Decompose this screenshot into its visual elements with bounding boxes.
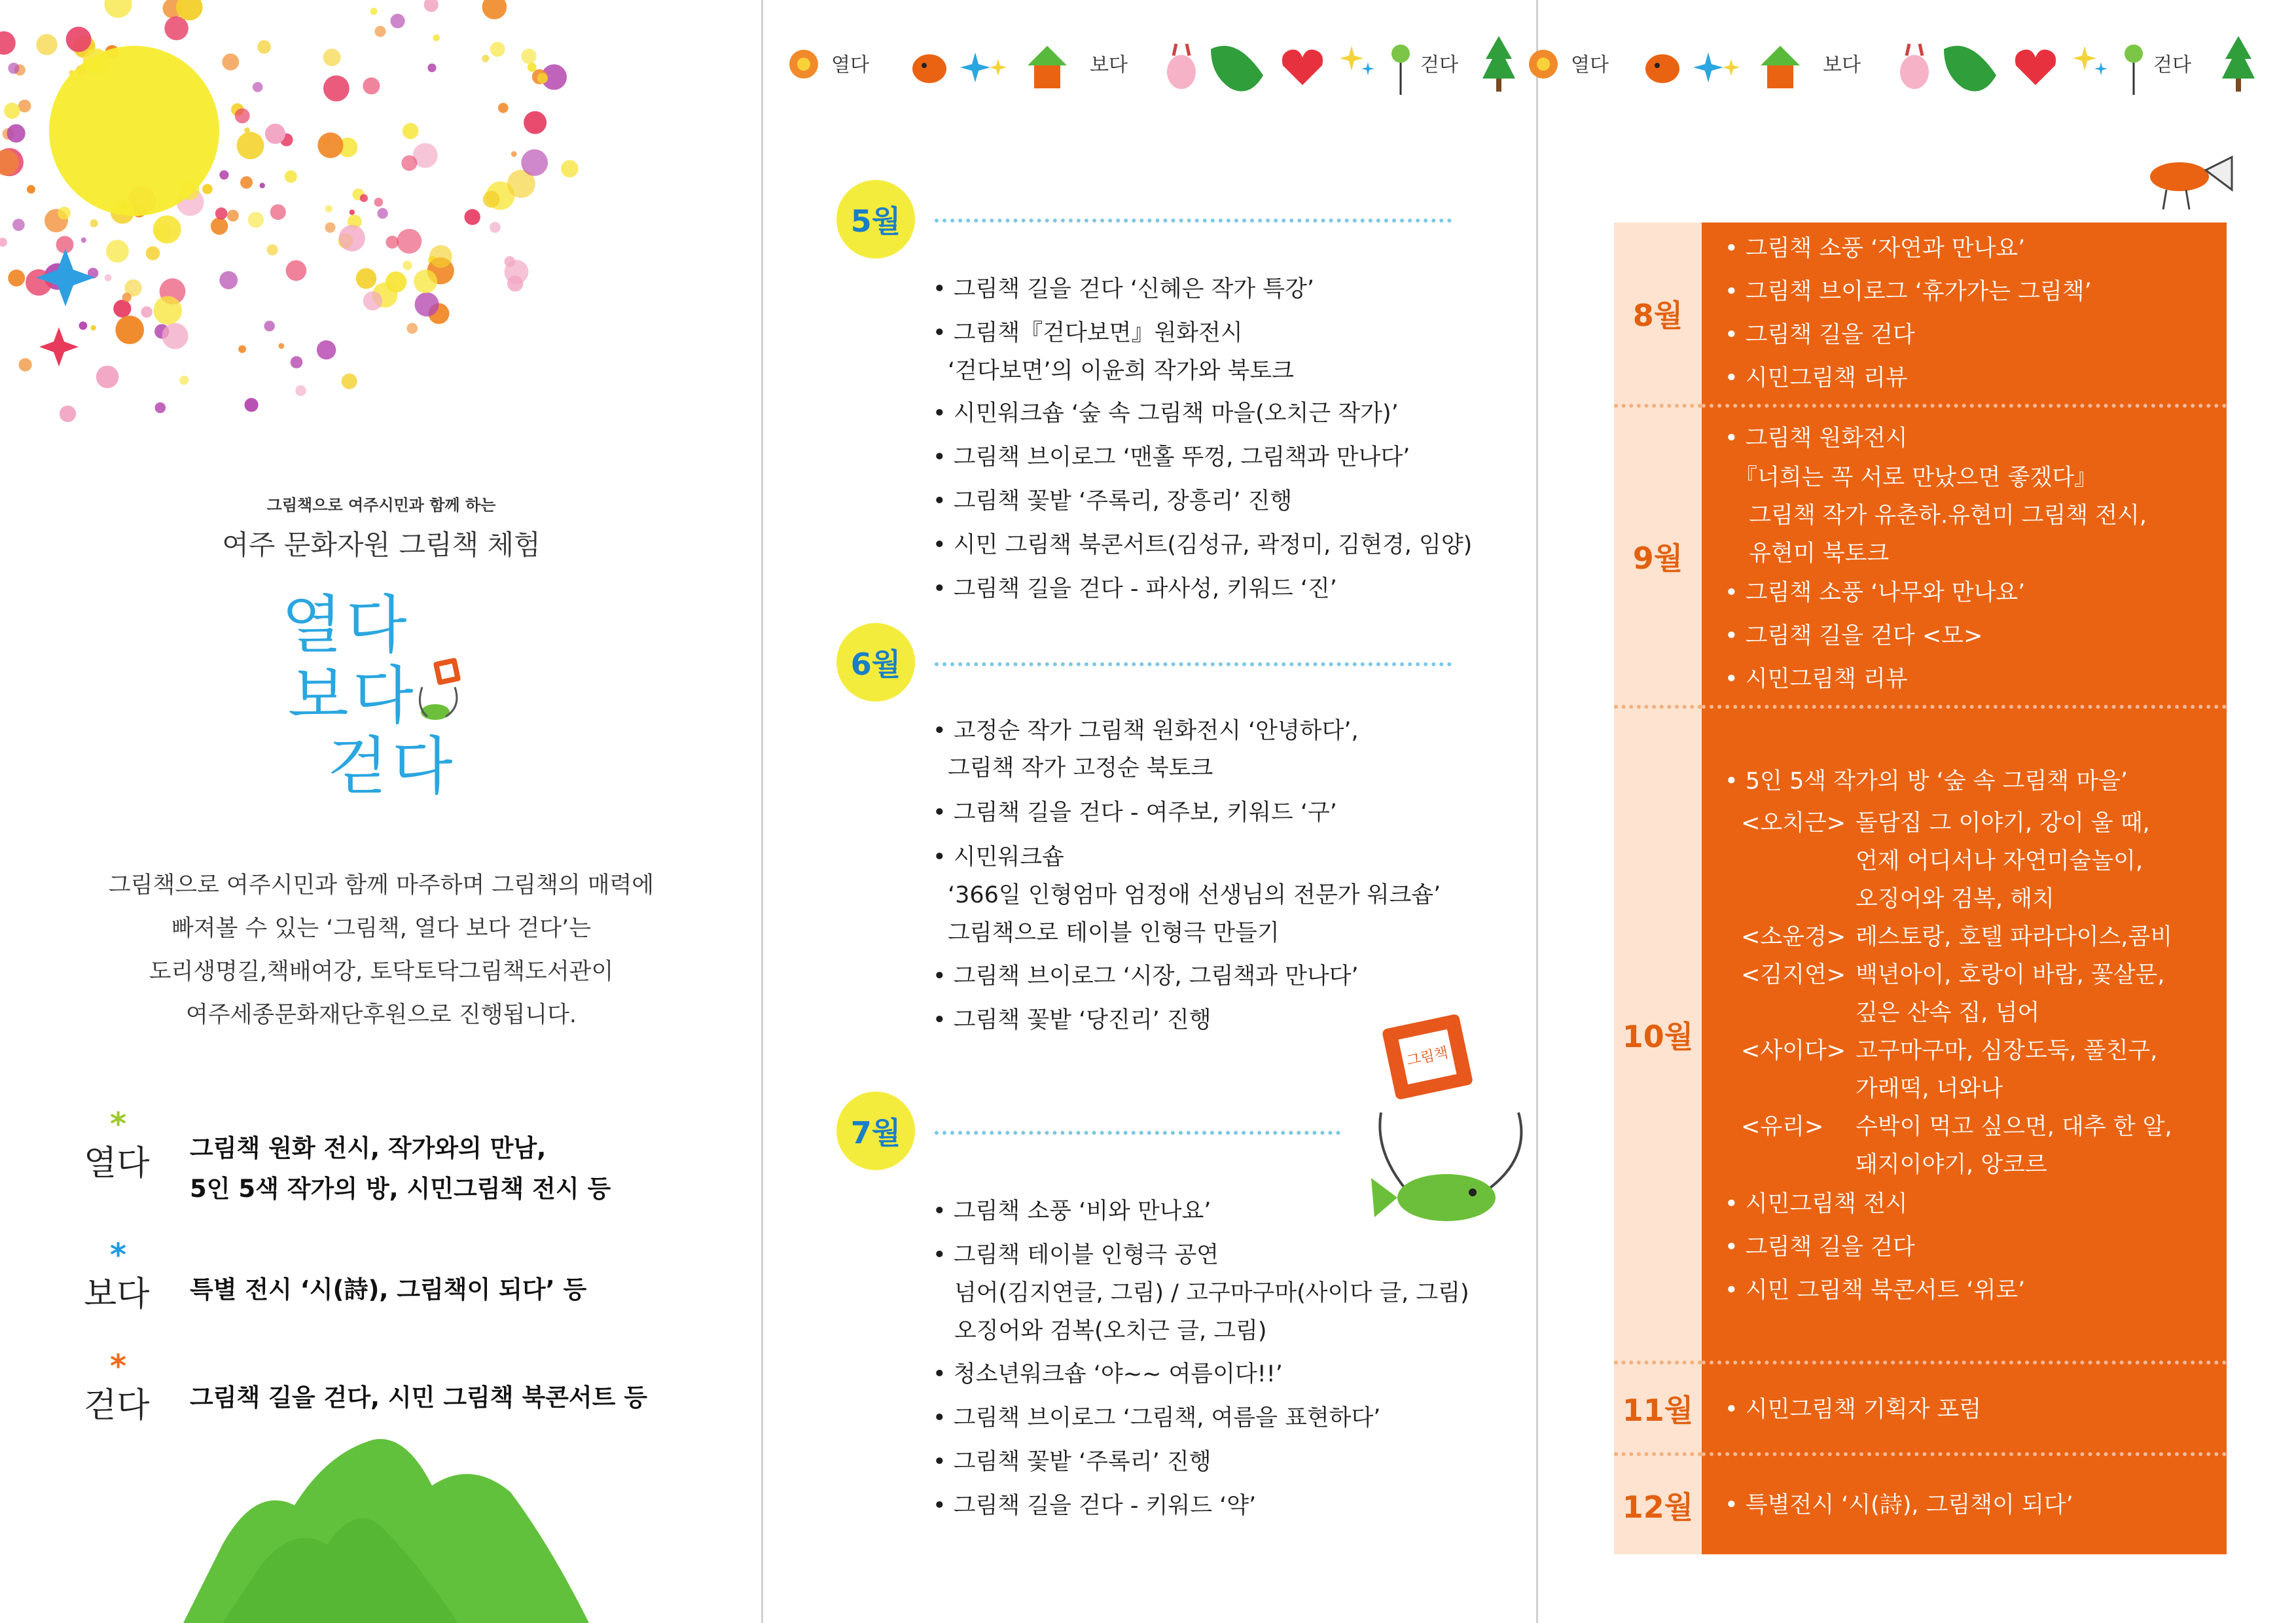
- oct-author-1-work-1: 돌담집 그 이야기, 강이 울 때,: [1856, 810, 2150, 836]
- category-word-see: 보다: [84, 1275, 150, 1314]
- may-item-1: • 그림책 길을 걷다 ‘신혜은 작가 특강’: [933, 276, 1315, 302]
- oct-author-3-name: <김지연>: [1741, 962, 1846, 988]
- oct-item-3: • 그림책 길을 걷다: [1725, 1234, 1915, 1260]
- may-item-4: • 그림책 브이로그 ‘맨홀 뚜껑, 그림책과 만나다’: [933, 444, 1410, 471]
- month-badge-may: 5월: [836, 180, 915, 259]
- rabbit-icon: [1162, 43, 1201, 92]
- oct-author-3-work-1: 백년아이, 호랑이 바람, 꽃살문,: [1856, 962, 2165, 988]
- sun-dot: [415, 293, 439, 317]
- small-sparkle-icon-2: [2072, 43, 2111, 82]
- oct-author-1-work-2: 언제 어디서나 자연미술놀이,: [1856, 848, 2144, 874]
- sun-dot: [18, 358, 31, 371]
- sun-dot: [7, 124, 26, 143]
- sun-dot: [391, 14, 405, 28]
- sun-dot: [260, 183, 265, 188]
- sun-dot: [90, 219, 98, 227]
- leaf-icon-2: [1937, 36, 2003, 101]
- sun-icon: [49, 46, 219, 216]
- sprout-icon: [1381, 39, 1420, 98]
- sun-dot: [257, 40, 271, 54]
- may-item-7: • 그림책 길을 걷다 - 파사성, 키워드 ‘진’: [933, 576, 1337, 602]
- sun-dot: [66, 27, 92, 52]
- sun-dot: [113, 300, 131, 317]
- sun-dot: [386, 236, 399, 249]
- sep-item-3: • 그림책 길을 걷다 <모>: [1725, 623, 1983, 649]
- june-item-5: • 그림책 꽃밭 ‘당진리’ 진행: [933, 1007, 1211, 1033]
- month-badge-june: 6월: [836, 623, 915, 702]
- sun-dot: [18, 99, 31, 113]
- bug-icon: [2134, 144, 2238, 216]
- sun-dot: [219, 170, 228, 179]
- sun-dot: [153, 296, 182, 325]
- sun-dot: [397, 229, 422, 254]
- sun-dot: [81, 238, 86, 243]
- sun-dot: [12, 219, 25, 231]
- sun-dot: [561, 160, 579, 177]
- fish-hands-icon: [409, 654, 468, 740]
- top-banner: [762, 26, 2296, 118]
- logo-line-1: 열다: [281, 588, 411, 662]
- sun-dot: [60, 406, 76, 422]
- leaf-icon: [1204, 36, 1270, 101]
- sep-item-4: • 시민그림책 리뷰: [1725, 666, 1908, 692]
- category-word-open: 열다: [84, 1144, 150, 1183]
- may-item-6: • 시민 그림책 북콘서트(김성규, 곽정미, 김현경, 임양): [933, 532, 1473, 558]
- july-item-5: • 그림책 꽃밭 ‘주록리’ 진행: [933, 1449, 1211, 1475]
- may-item-3: • 시민워크숍 ‘숲 속 그림책 마을(오치근 작가)’: [933, 401, 1399, 427]
- green-mountain-icon: [183, 1414, 641, 1623]
- oct-author-4-work-1: 고구마구마, 심장도둑, 풀친구,: [1856, 1038, 2158, 1064]
- sun-dot: [363, 77, 380, 94]
- book-label: 그림책: [1405, 1044, 1450, 1070]
- sun-dot: [377, 208, 387, 219]
- sun-dot: [407, 323, 418, 334]
- tree-icon: [1479, 33, 1518, 98]
- intro-line-3: 도리생명길,책배여강, 토닥토닥그림책도서관이: [149, 959, 614, 985]
- oct-author-2-name: <소윤경>: [1741, 924, 1846, 950]
- sun-illustration: [0, 0, 762, 471]
- sun-dot: [154, 223, 171, 240]
- tree-icon-2: [2219, 33, 2258, 98]
- sun-dot: [115, 315, 144, 344]
- red-sparkle-icon: [39, 327, 79, 366]
- sun-dot: [429, 245, 452, 268]
- flower-icon: [785, 46, 822, 82]
- sun-dot: [465, 209, 480, 224]
- oct-author-4-work-2: 가래떡, 너와나: [1856, 1076, 2003, 1102]
- sun-dot: [424, 0, 439, 12]
- oct-item-2: • 시민그림책 전시: [1725, 1191, 1908, 1217]
- aug-item-2: • 그림책 브이로그 ‘휴가가는 그림책’: [1725, 279, 2092, 305]
- sun-dot: [278, 343, 284, 349]
- sun-dot: [433, 35, 440, 42]
- house-icon: [1024, 43, 1070, 92]
- cover-panel: [0, 0, 762, 1623]
- sun-dot: [323, 48, 341, 66]
- sun-dot: [505, 260, 529, 284]
- sun-dot: [356, 268, 377, 289]
- sun-dot: [403, 123, 419, 139]
- sun-dot: [403, 260, 412, 270]
- sun-dot: [179, 376, 188, 385]
- aug-item-3: • 그림책 길을 걷다: [1725, 322, 1915, 348]
- sun-dot: [414, 270, 437, 293]
- logo-line-3: 걷다: [327, 730, 457, 803]
- oct-author-4-name: <사이다>: [1741, 1038, 1846, 1064]
- blue-sparkle-icon: [36, 249, 95, 306]
- sun-dot: [350, 209, 355, 215]
- oct-author-1-work-3: 오징어와 검복, 해치: [1856, 886, 2054, 912]
- sun-dot: [270, 204, 286, 220]
- sun-dot: [248, 212, 264, 228]
- july-item-3: • 청소년워크숍 ‘야~~ 여름이다!!’: [933, 1361, 1283, 1387]
- sep-item-1-sub-2: 그림책 작가 유춘하.유현미 그림책 전시,: [1734, 503, 2147, 529]
- sun-dot: [537, 73, 548, 83]
- month-cell-nov: 11월: [1614, 1364, 1702, 1456]
- sun-dot: [8, 63, 19, 74]
- sun-dot: [253, 82, 263, 92]
- sun-dot: [482, 55, 489, 62]
- sun-dot: [427, 63, 436, 72]
- sun-dot: [96, 366, 119, 389]
- sun-dot: [215, 207, 228, 220]
- banner-word-walk-2: 걷다: [2153, 54, 2191, 77]
- june-item-2: • 그림책 길을 걷다 - 여주보, 키워드 ‘구’: [933, 800, 1337, 826]
- heart-icon-2: [2013, 46, 2058, 88]
- sun-dot: [482, 0, 507, 19]
- sun-dot: [360, 194, 368, 202]
- oct-author-5-work-2: 돼지이야기, 앙코르: [1856, 1152, 2047, 1178]
- sun-dot: [122, 293, 132, 302]
- aug-item-4: • 시민그림책 리뷰: [1725, 365, 1908, 391]
- dotted-divider-july: [935, 1131, 1340, 1135]
- sun-dot: [237, 132, 264, 160]
- sun-dot: [202, 184, 213, 194]
- star-icon-open: *: [110, 1106, 127, 1143]
- july-item-6: • 그림책 길을 걷다 - 키워드 ‘약’: [933, 1493, 1257, 1519]
- month-cell-dec: 12월: [1614, 1456, 1702, 1554]
- sun-dot: [106, 240, 129, 262]
- sep-item-1-sub-1: 『너희는 꼭 서로 만났으면 좋겠다』: [1734, 465, 2098, 491]
- star-icon-see: *: [110, 1237, 127, 1274]
- oct-author-2-work-1: 레스토랑, 호텔 파라다이스,콤비: [1856, 924, 2173, 950]
- house-icon-2: [1757, 43, 1803, 92]
- sun-dot: [483, 191, 500, 208]
- sun-dot: [265, 124, 285, 144]
- flower-icon-2: [1525, 46, 1562, 82]
- star-icon-walk: *: [110, 1348, 127, 1385]
- sun-dot: [267, 244, 278, 255]
- category-see-line-1: 특별 전시 ‘시(詩), 그림책이 되다’ 등: [190, 1275, 587, 1304]
- sparkle-icon-2: [1692, 46, 1744, 92]
- small-sparkle-icon: [1338, 43, 1378, 82]
- july-item-2-sub-1: 넘어(김지연글, 그림) / 고구마구마(사이다 글, 그림): [954, 1280, 1469, 1306]
- june-item-1-sub: 그림책 작가 고정순 북토크: [948, 755, 1213, 781]
- category-open-line-2: 5인 5색 작가의 방, 시민그림책 전시 등: [190, 1175, 611, 1203]
- june-item-3-sub-2: 그림책으로 테이블 인형극 만들기: [948, 920, 1280, 946]
- month-cell-oct: 10월: [1614, 709, 1702, 1364]
- fold-line-2: [1536, 0, 1538, 1623]
- sun-dot: [524, 111, 547, 134]
- dotted-divider-may: [935, 219, 1452, 223]
- subtitle: 여주 문화자원 그림책 체험: [222, 529, 541, 561]
- sun-dot: [291, 356, 303, 368]
- intro-line-1: 그림책으로 여주시민과 함께 마주하며 그림책의 매력에: [108, 872, 655, 899]
- sun-dot: [363, 291, 382, 310]
- sun-dot: [374, 198, 384, 207]
- july-item-2-sub-2: 오징어와 검복(오치근 글, 그림): [954, 1318, 1267, 1344]
- month-badge-july: 7월: [836, 1092, 915, 1170]
- month-cell-aug: 8월: [1614, 223, 1702, 408]
- sun-dot: [155, 402, 166, 414]
- banner-word-see-1: 보다: [1090, 54, 1128, 77]
- may-item-2-sub: ‘걷다보면’의 이윤희 작가와 북토크: [948, 358, 1294, 384]
- sun-dot: [162, 323, 188, 349]
- oct-author-5-name: <유리>: [1741, 1114, 1824, 1140]
- sun-dot: [27, 185, 35, 194]
- sun-dot: [141, 306, 152, 317]
- sun-dot: [325, 223, 336, 233]
- sun-dot: [323, 75, 350, 101]
- sun-dot: [521, 149, 548, 176]
- banner-word-see-2: 보다: [1823, 54, 1861, 77]
- sun-dot: [238, 346, 246, 353]
- sun-dot: [227, 210, 239, 222]
- month-cell-sep: 9월: [1614, 408, 1702, 709]
- logo-line-2: 보다: [288, 659, 418, 732]
- logo: [281, 588, 478, 808]
- sun-dot: [295, 385, 306, 396]
- dec-item-1: • 특별전시 ‘시(詩), 그림책이 되다’: [1725, 1492, 2073, 1518]
- june-item-1: • 고정순 작가 그림책 원화전시 ‘안녕하다’,: [933, 718, 1359, 744]
- fold-line-1: [761, 0, 763, 1623]
- sun-dot: [36, 34, 57, 55]
- sun-dot: [245, 398, 259, 412]
- sun-dot: [375, 26, 386, 37]
- dotted-divider-june: [935, 662, 1452, 666]
- sep-item-1: • 그림책 원화전시: [1725, 425, 1908, 452]
- sun-dot: [285, 170, 297, 183]
- bird-icon-2: [1636, 39, 1689, 92]
- sun-dot: [370, 8, 378, 15]
- oct-item-4: • 시민 그림책 북콘서트 ‘위로’: [1725, 1277, 2026, 1304]
- july-item-4: • 그림책 브이로그 ‘그림책, 여름을 표현하다’: [933, 1405, 1381, 1431]
- sun-dot: [498, 103, 509, 113]
- sun-dot: [4, 103, 20, 119]
- sun-dot: [164, 16, 188, 41]
- sun-dot: [146, 246, 160, 260]
- subtitle-small: 그림책으로 여주시민과 함께 하는: [266, 496, 496, 514]
- sun-dot: [528, 63, 537, 72]
- sun-dot: [211, 217, 228, 234]
- nov-item-1: • 시민그림책 기획자 포럼: [1725, 1397, 1982, 1423]
- sun-dot: [105, 274, 112, 281]
- book-fish-illustration: [1368, 1008, 1538, 1257]
- oct-author-5-work-1: 수박이 먹고 싶으면, 대추 한 알,: [1856, 1114, 2172, 1140]
- sun-dot: [521, 48, 536, 63]
- sun-dot: [222, 54, 239, 71]
- sun-dot: [490, 222, 501, 233]
- sep-item-1-sub-3: 유현미 북토크: [1734, 541, 1890, 567]
- may-item-5: • 그림책 꽃밭 ‘주록리, 장흥리’ 진행: [933, 488, 1293, 514]
- intro-line-2: 빠져볼 수 있는 ‘그림책, 열다 보다 걷다’는: [171, 916, 592, 942]
- sun-dot: [511, 151, 517, 157]
- june-item-3: • 시민워크숍: [933, 844, 1064, 870]
- sun-dot: [342, 374, 357, 389]
- june-item-4: • 그림책 브이로그 ‘시장, 그림책과 만나다’: [933, 963, 1359, 990]
- oct-author-1-name: <오치근>: [1741, 810, 1846, 836]
- sun-dot: [286, 260, 307, 281]
- sun-dot: [317, 132, 343, 158]
- rabbit-icon-2: [1895, 43, 1934, 92]
- banner-word-open-1: 열다: [831, 54, 869, 77]
- sun-dot: [401, 155, 417, 171]
- sun-dot: [8, 270, 25, 287]
- sun-dot: [0, 238, 7, 247]
- sun-dot: [91, 325, 96, 330]
- bird-icon: [903, 39, 956, 92]
- july-item-2: • 그림책 테이블 인형극 공연: [933, 1242, 1219, 1268]
- banner-word-walk-1: 걷다: [1420, 54, 1458, 77]
- oct-item-head: • 5인 5색 작가의 방 ‘숲 속 그림책 마을’: [1725, 768, 2128, 794]
- oct-author-3-work-2: 깊은 산속 집, 넘어: [1856, 1000, 2040, 1026]
- sun-dot: [317, 340, 336, 359]
- sun-dot: [219, 271, 238, 289]
- sun-dot: [240, 176, 253, 188]
- category-open-line-1: 그림책 원화 전시, 작가와의 만남,: [190, 1134, 547, 1162]
- banner-word-open-2: 열다: [1571, 54, 1609, 77]
- sparkle-icon: [959, 46, 1011, 92]
- sep-item-2: • 그림책 소풍 ‘나무와 만나요’: [1725, 580, 2026, 606]
- sun-dot: [386, 272, 406, 293]
- june-item-3-sub-1: ‘366일 인형엄마 엄정애 선생님의 전문가 워크숍’: [948, 882, 1441, 908]
- sun-dot: [339, 225, 365, 251]
- aug-item-1: • 그림책 소풍 ‘자연과 만나요’: [1725, 236, 2026, 262]
- sprout-icon-2: [2114, 39, 2153, 98]
- july-item-1: • 그림책 소풍 ‘비와 만나요’: [933, 1198, 1211, 1224]
- intro-line-4: 여주세종문화재단후원으로 진행됩니다.: [185, 1002, 577, 1028]
- sun-dot: [104, 0, 132, 18]
- sun-dot: [235, 109, 250, 124]
- category-walk-line-1: 그림책 길을 걷다, 시민 그림책 북콘서트 등: [190, 1383, 647, 1412]
- sun-dot: [264, 321, 275, 331]
- sun-dot: [0, 31, 16, 55]
- may-item-2: • 그림책『걷다보면』원화전시: [933, 320, 1243, 346]
- sun-dot: [325, 205, 332, 213]
- sun-dot: [58, 207, 71, 220]
- sun-dot: [79, 321, 88, 330]
- sun-dot: [490, 42, 505, 57]
- category-word-walk: 걷다: [84, 1386, 150, 1425]
- heart-icon: [1280, 46, 1325, 88]
